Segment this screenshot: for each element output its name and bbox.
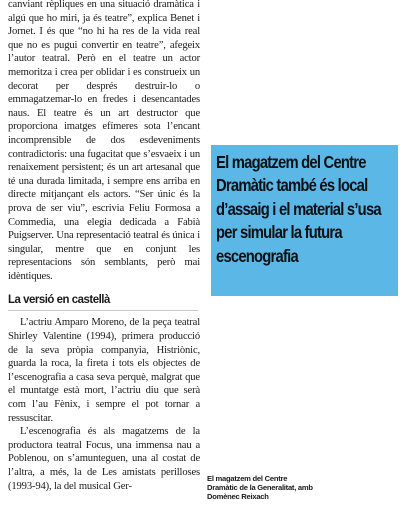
section-subheading: La versió en castellà (8, 292, 199, 311)
article-paragraph: L’actriu Amparo Moreno, de la peça teatral Shirley Valentine (1994), primera producció de la seva pròpia companyia, Histriònic, guarda la roca, la fireta i tots els objectes de l’escenografia a casa seva perquè, malgrat que el muntatge està mort, l’actriu diu que serà com l’au Fènix, i sempre el pot tornar a ressuscitar. (8, 317, 200, 424)
pull-quote-text: El magatzem del Centre Dramàtic també és local d’assaig i el material s’usa per simular la futura escenografia (216, 152, 381, 266)
photo-caption: El magatzem del Centre Dramàtic de la Generalitat, amb Domènec Reixach (207, 474, 313, 502)
article-body-column (8, 0, 200, 493)
article-paragraph: canviant rèpliques en una situació dramàtica i algú que ho miri, ja és teatre”, explica Benet i Jornet. I és que “no hi ha res de la vida real que no es pugui convertir en teatre”, afegeix l’autor teatral. Però en el teatre un actor memoritza i crea per oblidar i es construeix un decorat per després destruir-lo o emmagatzemar-lo en fredes i desencantades naus. El teatre és un art destructor que proporciona imatges efímeres sota l’encant incomprensible de dos esdeveniments contradictoris: una fugacitat que s’esvaeix i un renaixement persistent; és un art artesanal que té una durada limitada, i sempre ens arriba en directe mitjançant els actors. “Ser únic és la prova de ser viu”, escrivia Feliu Formosa a Commedia, una elegia dedicada a Fabià Puigserver. Una representació teatral és única i singular, mentre que en conjunt les representacions són semblants, però mai idèntiques. (8, 0, 200, 282)
article-paragraph: L’escenografia és als magatzems de la productora teatral Focus, una immensa nau a Poblenou, on s’amunteguen, una al costat de l’altra, a més, la de Les amistats perilloses (1993-94), la del musical Ger- (8, 426, 200, 492)
pull-quote-box (211, 145, 398, 296)
